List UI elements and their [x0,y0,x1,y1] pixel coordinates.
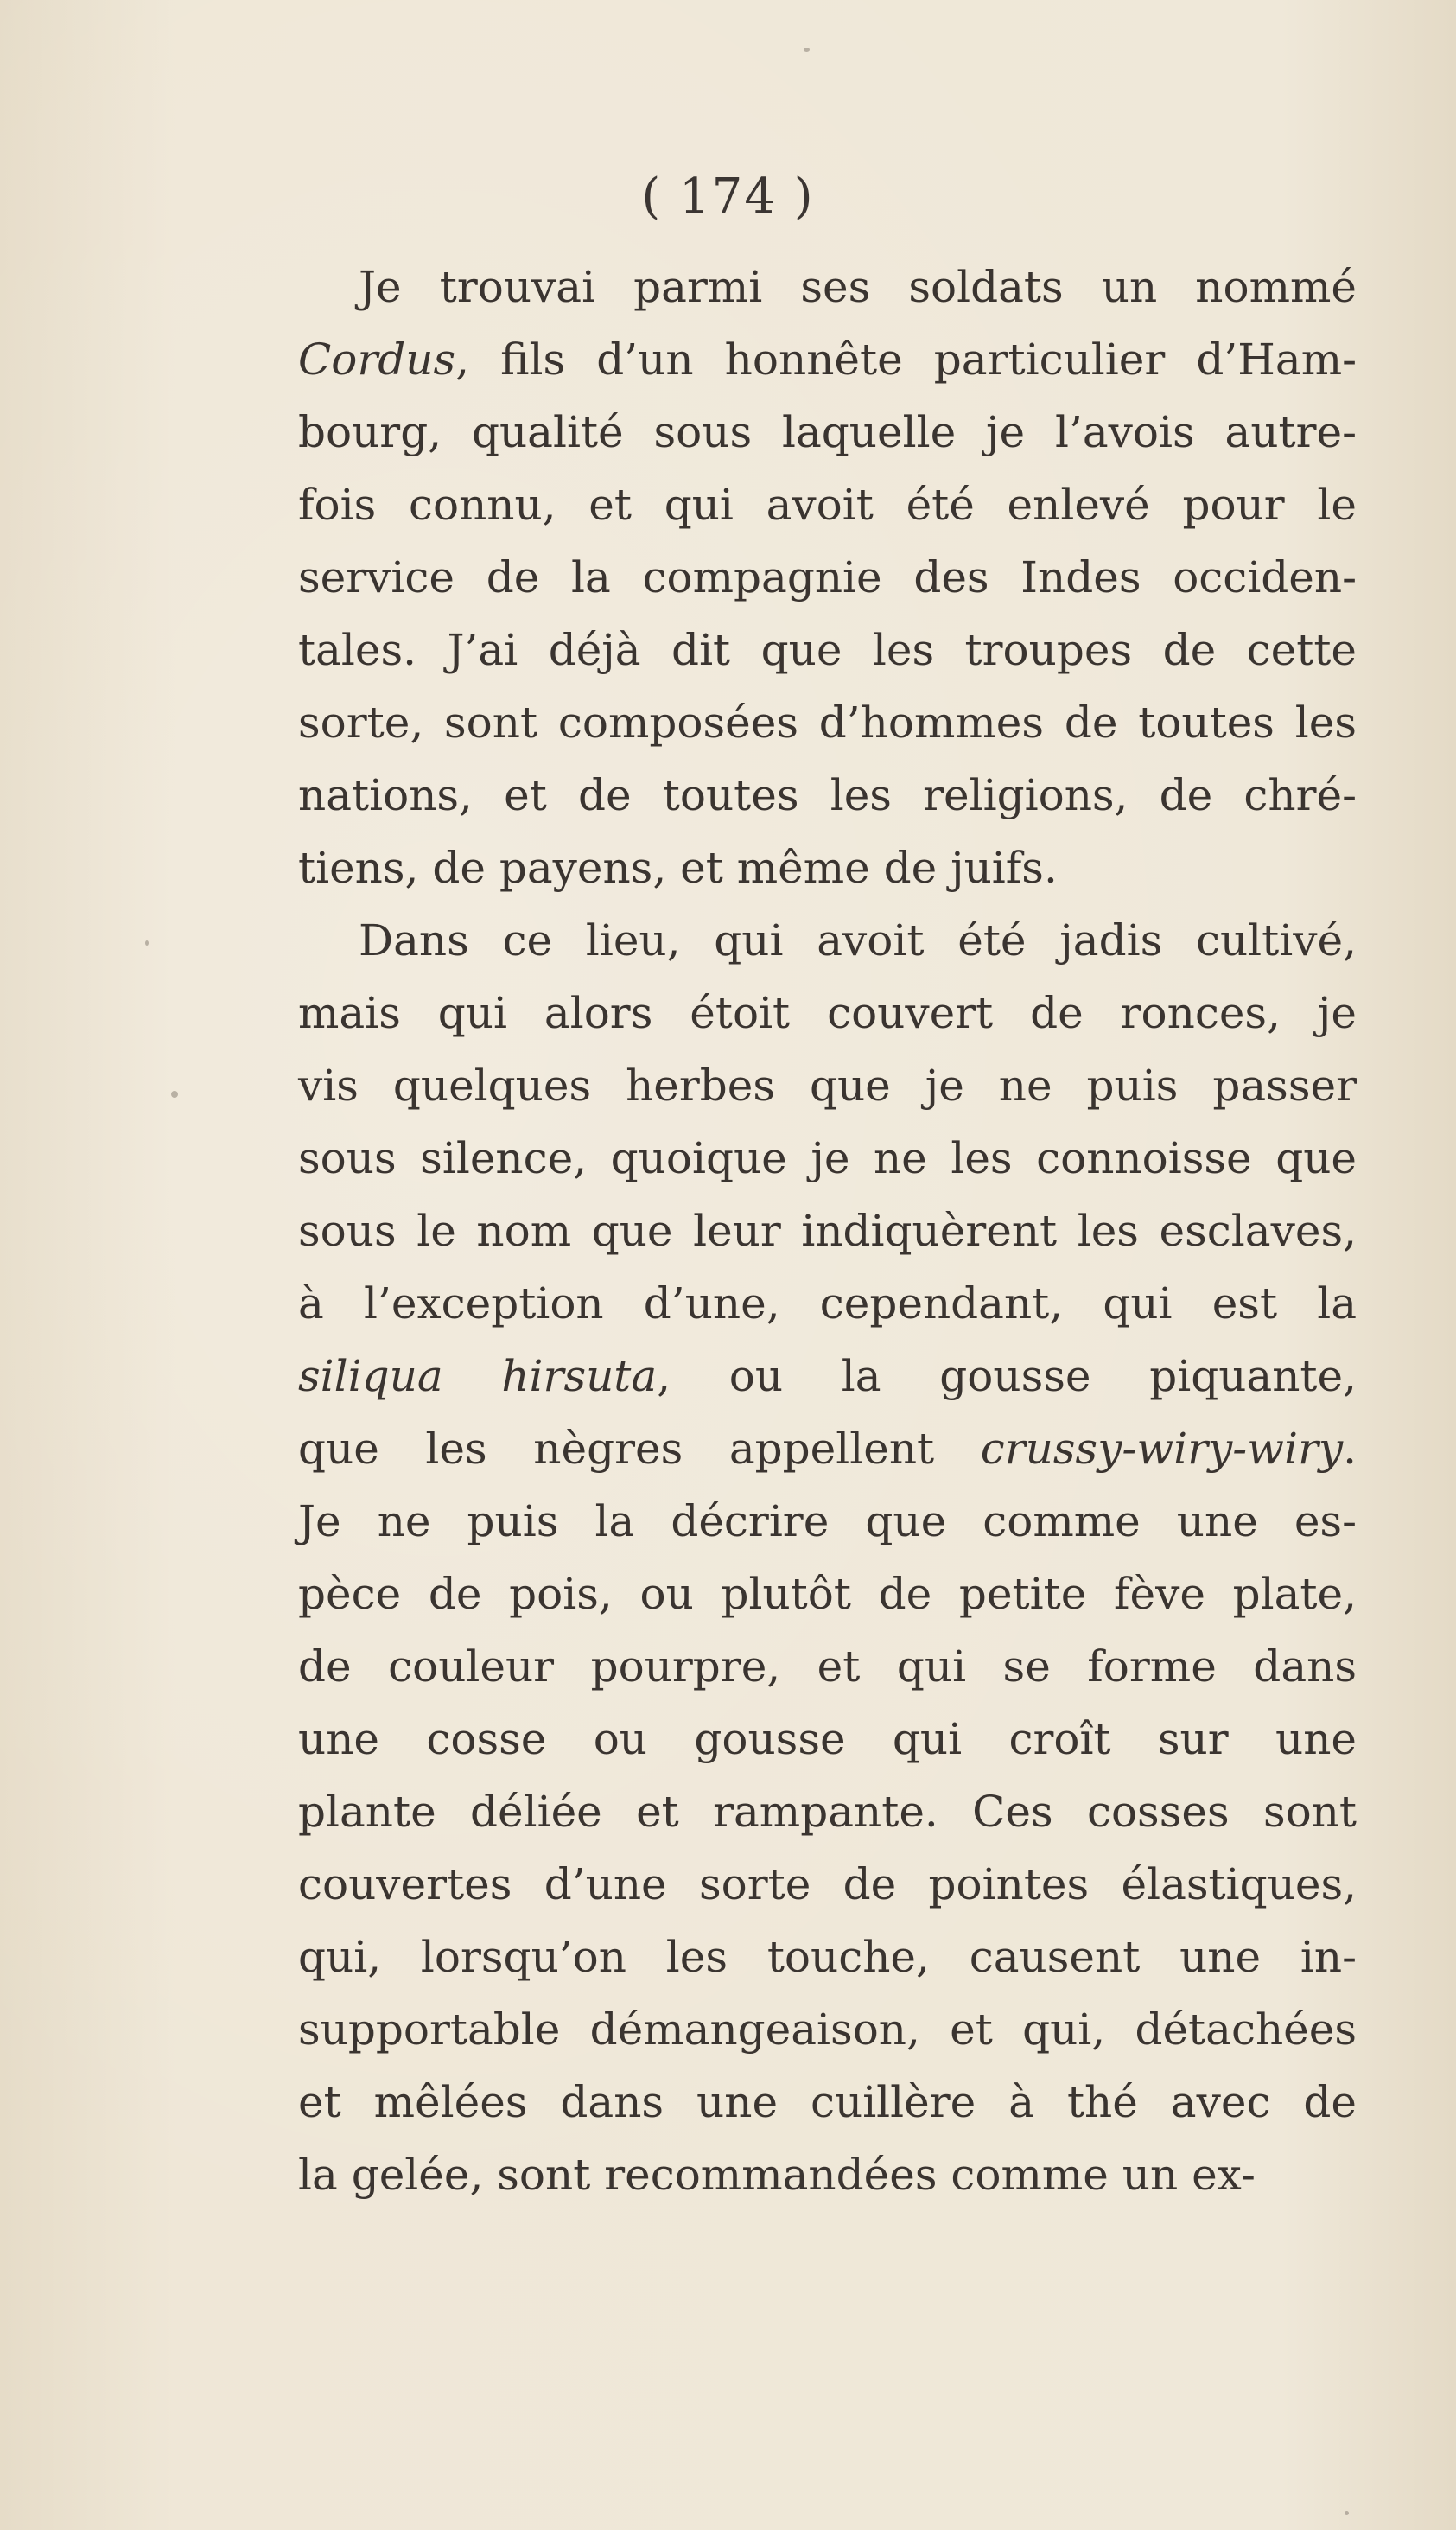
text-run: que les nègres appellent [298,1424,981,1474]
italic-term: Cordus [298,335,456,385]
text-line [298,1921,1357,1993]
text-line [298,686,1357,759]
text-run: et mêlées dans une cuillère à thé avec de [298,2077,1357,2127]
text-run: Je trouvai parmi ses soldats un nommé [359,262,1357,312]
text-run: Je ne puis la décrire que comme une es- [298,1496,1357,1546]
text-line [298,977,1357,1049]
text-run: à l’exception d’une, cependant, qui est la [298,1278,1357,1329]
text-line [298,759,1357,832]
text-line [298,2138,1357,2211]
text-run: , ou la gousse piquante, [657,1351,1357,1401]
paragraph [298,904,1357,2211]
text-line [298,323,1357,396]
text-run: qui, lorsqu’on les touche, causent une in- [298,1932,1357,1982]
text-run: sorte, sont composées d’hommes de toutes les [298,698,1357,748]
text-run: tales. J’ai déjà dit que les troupes de cette [298,625,1357,675]
text-line [298,1775,1357,1848]
text-run: couvertes d’une sorte de pointes élastiques, [298,1859,1357,1909]
text-line [298,1993,1357,2066]
text-line [298,1485,1357,1558]
text-run: plante déliée et rampante. Ces cosses sont [298,1787,1357,1837]
text-run: Dans ce lieu, qui avoit été jadis cultivé, [359,915,1357,965]
paragraph [298,251,1357,904]
text-line [298,251,1357,323]
text-run: bourg, qualité sous laquelle je l’avois autre- [298,407,1357,457]
text-run: mais qui alors étoit couvert de ronces, je [298,988,1357,1038]
text-line [298,614,1357,686]
text-run: supportable démangeaison, et qui, détachées [298,2004,1357,2055]
text-run: fois connu, et qui avoit été enlevé pour le [298,480,1357,530]
text-run: une cosse ou gousse qui croît sur une [298,1714,1357,1764]
text-line [298,1122,1357,1195]
text-run: service de la compagnie des Indes occiden- [298,552,1357,602]
text-run: la gelée, sont recommandées comme un ex- [298,2150,1256,2200]
italic-term: siliqua hirsuta [298,1351,658,1401]
text-run: tiens, de payens, et même de juifs. [298,843,1058,893]
text-run: sous silence, quoique je ne les connoisse que [298,1133,1357,1183]
body-text [298,251,1357,2211]
paper-speck [171,1091,178,1098]
text-run: de couleur pourpre, et qui se forme dans [298,1641,1357,1692]
paper-speck [1345,2511,1349,2515]
text-run: sous le nom que leur indiquèrent les esclaves, [298,1206,1357,1256]
text-line [298,904,1357,977]
text-run: , fils d’un honnête particulier d’Ham- [455,335,1357,385]
text-line [298,396,1357,468]
paper-speck [804,48,810,52]
text-line [298,1630,1357,1703]
text-line [298,1267,1357,1340]
text-line [298,468,1357,541]
text-line [298,1558,1357,1630]
italic-term: crussy-wiry-wiry [980,1424,1344,1474]
page-number: ( 174 ) [641,169,815,225]
text-run: . [1343,1424,1357,1474]
text-line [298,1412,1357,1485]
text-line [298,1049,1357,1122]
text-run: pèce de pois, ou plutôt de petite fève plate, [298,1569,1357,1619]
text-line [298,1195,1357,1267]
text-line [298,832,1357,904]
text-line [298,1703,1357,1775]
text-line [298,541,1357,614]
text-line [298,1848,1357,1921]
paper-speck [145,940,149,946]
text-line [298,2066,1357,2138]
text-line [298,1340,1357,1412]
text-run: nations, et de toutes les religions, de chré- [298,770,1357,820]
text-run: vis quelques herbes que je ne puis passer [298,1061,1357,1111]
